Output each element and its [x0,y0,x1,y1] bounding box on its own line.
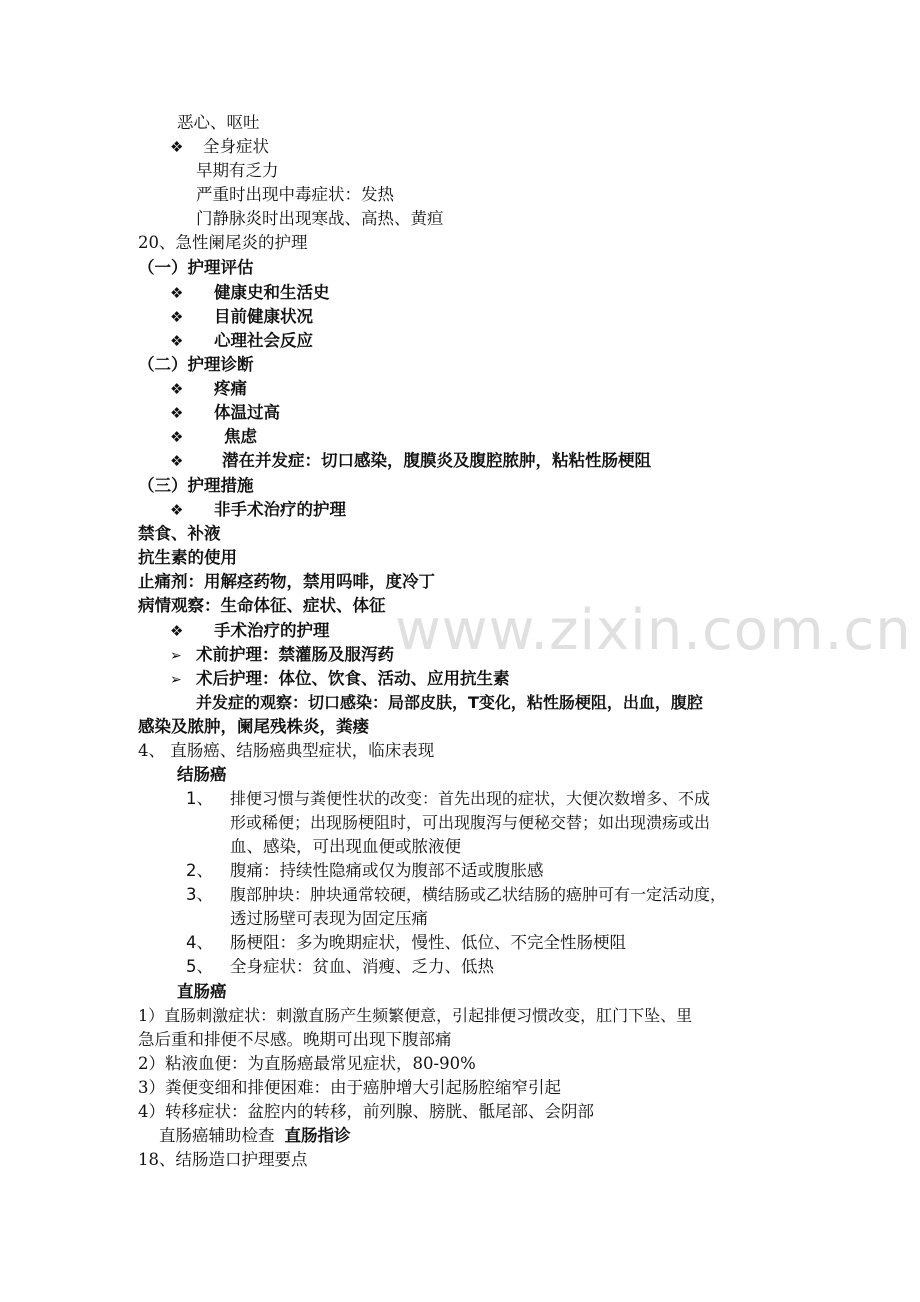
bullet-text: 体温过高 [214,403,280,422]
item-text: 肠梗阻：多为晚期症状，慢性、低位、不完全性肠梗阻 [230,933,626,952]
bullet-text: 非手术治疗的护理 [214,500,346,519]
diamond-bullet-icon: ❖ [170,380,184,398]
diamond-bullet-icon: ❖ [170,428,184,446]
bullet-item [170,498,346,522]
bullet-text: 疼痛 [214,379,247,398]
bullet-item [170,449,651,473]
arrow-bullet-icon: ➢ [170,672,182,688]
item-text: 全身症状：贫血、消瘦、乏力、低热 [230,957,494,976]
item-number: 3、 [186,885,213,904]
subsection-heading: 直肠癌 [177,982,227,1001]
text-line: 门静脉炎时出现寒战、高热、黄疸 [196,209,444,228]
exam-value: 直肠指诊 [284,1126,351,1145]
text-line: 4）转移症状：盆腔内的转移，前列腺、膀胱、骶尾部、会阴部 [138,1102,594,1121]
text-line: 恶心、呕吐 [177,113,260,132]
item-text: 腹痛：持续性隐痛或仅为腹部不适或腹胀感 [230,861,544,880]
text-line: 血、感染，可出现血便或脓液便 [230,837,461,856]
item-number: 5、 [186,957,213,976]
bullet-item [170,305,313,329]
subsection-heading: （三）护理措施 [138,476,254,495]
text-line: 严重时出现中毒症状：发热 [196,185,394,204]
text-line: 感染及脓肿，阑尾残株炎，粪瘘 [138,717,369,736]
bullet-item [170,425,257,449]
section-heading: 20、急性阑尾炎的护理 [138,233,308,252]
bullet-text: 目前健康状况 [214,307,313,326]
diamond-bullet-icon: ❖ [170,138,184,156]
text-line: 透过肠壁可表现为固定压痛 [230,909,428,928]
text-line: 3）粪便变细和排便困难：由于癌肿增大引起肠腔缩窄引起 [138,1078,561,1097]
numbered-item [186,787,711,811]
text-line: 早期有乏力 [196,161,279,180]
item-number: 1、 [186,789,213,808]
diamond-bullet-icon: ❖ [170,452,184,470]
text-line: 并发症的观察：切口感染：局部皮肤，T变化，粘性肠梗阻，出血，腹腔 [196,693,703,712]
numbered-item [186,883,727,907]
bullet-item [170,329,313,353]
exam-label: 直肠癌辅助检查 [159,1126,275,1145]
diamond-bullet-icon: ❖ [170,284,184,302]
text-line: 2）粘液血便：为直肠癌最常见症状，80-90% [138,1054,476,1073]
diamond-bullet-icon: ❖ [170,501,184,519]
numbered-item [186,955,494,979]
text-line: 抗生素的使用 [138,548,237,567]
bullet-text: 潜在并发症：切口感染，腹膜炎及腹腔脓肿，粘粘性肠梗阻 [222,451,651,470]
item-number: 2、 [186,861,213,880]
bullet-text: 焦虑 [224,427,257,446]
diamond-bullet-icon: ❖ [170,404,184,422]
text-line: 1）直肠刺激症状：刺激直肠产生频繁便意，引起排便习惯改变，肛门下坠、里 [138,1006,693,1025]
text-line: 急后重和排便不尽感。晚期可出现下腹部痛 [138,1030,452,1049]
item-text: 排便习惯与粪便性状的改变：首先出现的症状，大便次数增多、不成 [230,789,711,808]
subsection-heading: （一）护理评估 [138,258,254,277]
diamond-bullet-icon: ❖ [170,332,184,350]
bullet-text: 全身症状 [203,137,269,156]
section-heading: 4、 直肠癌、结肠癌典型症状，临床表现 [138,741,435,760]
bullet-item [170,281,330,305]
diamond-bullet-icon: ❖ [170,308,184,326]
watermark: www.zixin.com.cn [395,598,912,663]
bullet-item [170,619,330,643]
section-heading: 18、结肠造口护理要点 [138,1150,308,1169]
numbered-item [186,931,626,955]
text-line: 病情观察：生命体征、症状、体征 [138,596,386,615]
bullet-text: 心理社会反应 [214,331,313,350]
diamond-bullet-icon: ❖ [170,622,184,640]
text-line [159,1124,351,1148]
text-line: 禁食、补液 [138,524,221,543]
bullet-item [170,377,247,401]
arrow-text: 术前护理：禁灌肠及服泻药 [196,645,394,664]
subsection-heading: （二）护理诊断 [138,355,254,374]
numbered-item [186,859,544,883]
subsection-heading: 结肠癌 [177,765,227,784]
arrow-item [170,643,394,667]
text-line: 形或稀便；出现肠梗阻时，可出现腹泻与便秘交替；如出现溃疡或出 [230,813,711,832]
item-text: 腹部肿块：肿块通常较硬，横结肠或乙状结肠的癌肿可有一定活动度， [230,885,727,904]
arrow-text: 术后护理：体位、饮食、活动、应用抗生素 [196,669,510,688]
bullet-item [170,135,269,159]
text-line: 止痛剂：用解痉药物，禁用吗啡，度冷丁 [138,572,435,591]
arrow-item [170,667,510,691]
bullet-text: 手术治疗的护理 [214,621,330,640]
arrow-bullet-icon: ➢ [170,648,182,664]
bullet-text: 健康史和生活史 [214,283,330,302]
item-number: 4、 [186,933,213,952]
bullet-item [170,401,280,425]
